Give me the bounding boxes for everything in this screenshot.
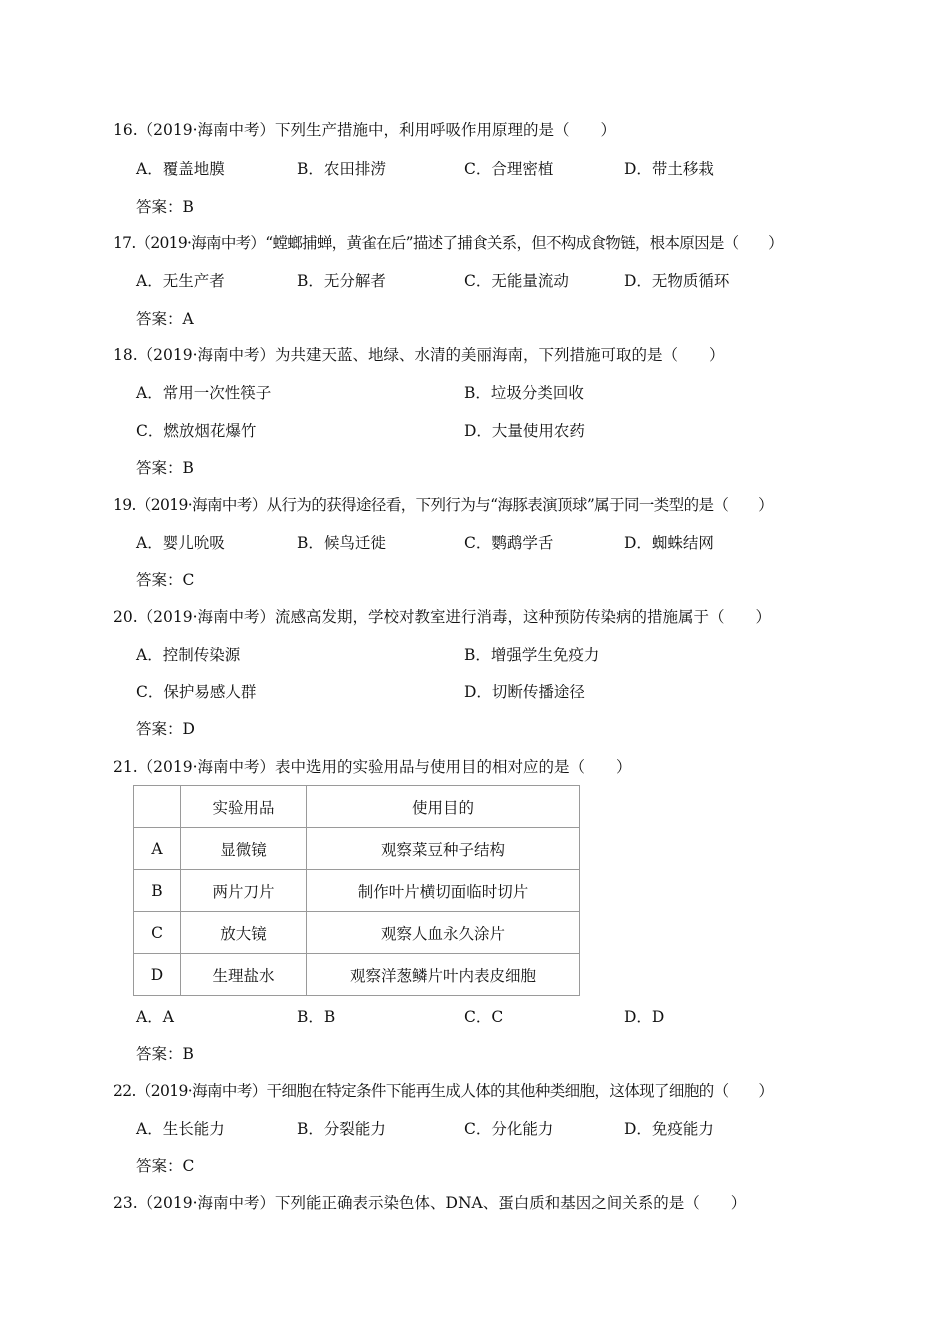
question-stem: 19.（2019·海南中考）从行为的获得途径看，下列行为与“海豚表演顶球”属于同一类型的是（ ）	[113, 496, 773, 514]
table-cell: A	[134, 828, 181, 870]
table-cell: 两片刀片	[181, 870, 307, 912]
question-stem: 20.（2019·海南中考）流感高发期，学校对教室进行消毒，这种预防传染病的措施属于（ ）	[113, 608, 772, 626]
option-a: A．覆盖地膜	[136, 160, 225, 178]
answer-text: 答案：B	[136, 459, 194, 477]
question-stem: 16.（2019·海南中考）下列生产措施中，利用呼吸作用原理的是（ ）	[113, 121, 617, 139]
option-a: A．生长能力	[136, 1120, 225, 1138]
table-cell: B	[134, 870, 181, 912]
option-d: D．切断传播途径	[464, 683, 585, 701]
option-b: B．候鸟迁徙	[297, 534, 386, 552]
option-d: D．带土移栽	[624, 160, 714, 178]
option-d: D．大量使用农药	[464, 422, 585, 440]
table-cell: 放大镜	[181, 912, 307, 954]
option-b: B．增强学生免疫力	[464, 646, 600, 664]
answer-text: 答案：B	[136, 198, 194, 216]
table-cell: 显微镜	[181, 828, 307, 870]
table-cell: C	[134, 912, 181, 954]
table-row	[134, 828, 580, 870]
option-d: D．无物质循环	[624, 272, 730, 290]
option-d: D．D	[624, 1008, 665, 1026]
option-c: C．燃放烟花爆竹	[136, 422, 257, 440]
table-header-cell	[134, 786, 181, 828]
answer-text: 答案：A	[136, 310, 194, 328]
option-a: A．控制传染源	[136, 646, 241, 664]
table-header-row	[134, 786, 580, 828]
option-c: C．无能量流动	[464, 272, 569, 290]
option-b: B．分裂能力	[297, 1120, 386, 1138]
question-stem: 17.（2019·海南中考）“螳螂捕蝉，黄雀在后”描述了捕食关系，但不构成食物链，根本原因是（ ）	[113, 234, 783, 252]
option-d: D．免疫能力	[624, 1120, 714, 1138]
option-a: A．A	[136, 1008, 174, 1026]
answer-text: 答案：D	[136, 720, 195, 738]
table-row	[134, 954, 580, 996]
option-c: C．保护易感人群	[136, 683, 257, 701]
question-stem: 23.（2019·海南中考）下列能正确表示染色体、DNA、蛋白质和基因之间关系的是（ ）	[113, 1194, 747, 1212]
option-b: B．垃圾分类回收	[464, 384, 584, 402]
table-cell: 生理盐水	[181, 954, 307, 996]
table-header-cell: 实验用品	[181, 786, 307, 828]
table-row	[134, 912, 580, 954]
question-stem: 18.（2019·海南中考）为共建天蓝、地绿、水清的美丽海南，下列措施可取的是（ ）	[113, 346, 725, 364]
option-b: B．B	[297, 1008, 336, 1026]
table-cell: 制作叶片横切面临时切片	[307, 870, 580, 912]
table-cell: 观察菜豆种子结构	[307, 828, 580, 870]
table-cell: 观察洋葱鳞片叶内表皮细胞	[307, 954, 580, 996]
option-a: A．婴儿吮吸	[136, 534, 225, 552]
answer-text: 答案：C	[136, 571, 195, 589]
answer-text: 答案：C	[136, 1157, 195, 1175]
question-stem: 21.（2019·海南中考）表中选用的实验用品与使用目的相对应的是（ ）	[113, 758, 632, 776]
option-c: C．C	[464, 1008, 504, 1026]
option-a: A．无生产者	[136, 272, 225, 290]
table-header-cell: 使用目的	[307, 786, 580, 828]
option-d: D．蜘蛛结网	[624, 534, 714, 552]
table-cell: 观察人血永久涂片	[307, 912, 580, 954]
option-a: A．常用一次性筷子	[136, 384, 272, 402]
table-cell: D	[134, 954, 181, 996]
table-row	[134, 870, 580, 912]
experiment-table	[133, 785, 580, 996]
option-c: C．分化能力	[464, 1120, 554, 1138]
answer-text: 答案：B	[136, 1045, 194, 1063]
question-stem: 22.（2019·海南中考）干细胞在特定条件下能再生成人体的其他种类细胞，这体现了细胞的（ ）	[113, 1082, 774, 1100]
option-c: C．鹦鹉学舌	[464, 534, 554, 552]
option-c: C．合理密植	[464, 160, 554, 178]
option-b: B．无分解者	[297, 272, 386, 290]
option-b: B．农田排涝	[297, 160, 386, 178]
